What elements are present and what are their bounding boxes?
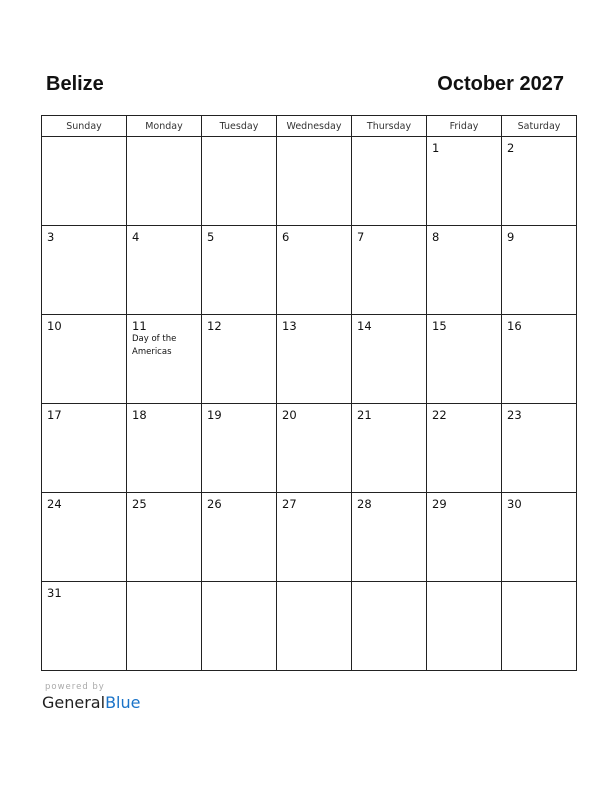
day-cell bbox=[427, 582, 502, 671]
day-number: 6 bbox=[282, 230, 290, 244]
day-number: 21 bbox=[357, 408, 372, 422]
day-number: 13 bbox=[282, 319, 297, 333]
day-cell bbox=[42, 137, 127, 226]
country-title: Belize bbox=[46, 73, 104, 95]
day-cell bbox=[277, 493, 352, 582]
day-number: 16 bbox=[507, 319, 522, 333]
week-row bbox=[42, 404, 577, 493]
day-cell bbox=[127, 226, 202, 315]
day-number: 14 bbox=[357, 319, 372, 333]
week-row bbox=[42, 137, 577, 226]
day-number: 7 bbox=[357, 230, 365, 244]
day-number: 20 bbox=[282, 408, 297, 422]
week-row bbox=[42, 226, 577, 315]
weekday-header-row bbox=[42, 116, 577, 137]
powered-by-label: powered by bbox=[45, 682, 105, 692]
day-cell bbox=[202, 315, 277, 404]
day-cell bbox=[42, 493, 127, 582]
day-cell bbox=[427, 315, 502, 404]
day-cell bbox=[42, 226, 127, 315]
day-number: 24 bbox=[47, 497, 62, 511]
weekday-header: Sunday bbox=[42, 116, 127, 137]
day-number: 22 bbox=[432, 408, 447, 422]
day-number: 11 bbox=[132, 319, 147, 333]
day-cell bbox=[502, 493, 577, 582]
day-cell bbox=[277, 582, 352, 671]
day-number: 23 bbox=[507, 408, 522, 422]
day-cell bbox=[202, 404, 277, 493]
weekday-header: Wednesday bbox=[277, 116, 352, 137]
day-cell bbox=[352, 404, 427, 493]
day-number: 12 bbox=[207, 319, 222, 333]
day-cell bbox=[277, 226, 352, 315]
weekday-header: Tuesday bbox=[202, 116, 277, 137]
day-cell bbox=[127, 137, 202, 226]
month-year-title: October 2027 bbox=[437, 73, 564, 95]
day-cell bbox=[127, 493, 202, 582]
day-number: 26 bbox=[207, 497, 222, 511]
day-number: 15 bbox=[432, 319, 447, 333]
day-cell bbox=[127, 404, 202, 493]
day-cell bbox=[352, 226, 427, 315]
calendar-grid bbox=[41, 115, 577, 671]
day-cell bbox=[502, 582, 577, 671]
day-cell bbox=[427, 493, 502, 582]
weekday-header: Saturday bbox=[502, 116, 577, 137]
logo-text-general: General bbox=[42, 693, 106, 712]
day-cell bbox=[202, 493, 277, 582]
day-number: 9 bbox=[507, 230, 515, 244]
day-cell bbox=[352, 493, 427, 582]
day-cell bbox=[502, 404, 577, 493]
generalblue-logo[interactable] bbox=[42, 693, 140, 713]
day-cell bbox=[277, 315, 352, 404]
day-cell bbox=[502, 137, 577, 226]
day-cell bbox=[277, 137, 352, 226]
day-number: 17 bbox=[47, 408, 62, 422]
day-cell bbox=[202, 226, 277, 315]
day-number: 8 bbox=[432, 230, 440, 244]
holiday-label: Day of the Americas bbox=[132, 334, 177, 357]
day-cell bbox=[202, 137, 277, 226]
day-cell bbox=[42, 582, 127, 671]
day-cell bbox=[202, 582, 277, 671]
weekday-header: Monday bbox=[127, 116, 202, 137]
day-cell bbox=[127, 582, 202, 671]
week-row bbox=[42, 315, 577, 404]
day-number: 29 bbox=[432, 497, 447, 511]
day-number: 5 bbox=[207, 230, 215, 244]
day-number: 1 bbox=[432, 141, 440, 155]
day-cell bbox=[427, 137, 502, 226]
week-row bbox=[42, 582, 577, 671]
day-number: 3 bbox=[47, 230, 55, 244]
day-cell bbox=[352, 137, 427, 226]
day-number: 19 bbox=[207, 408, 222, 422]
day-cell bbox=[502, 226, 577, 315]
day-cell bbox=[502, 315, 577, 404]
day-number: 4 bbox=[132, 230, 140, 244]
day-number: 31 bbox=[47, 586, 62, 600]
day-number: 2 bbox=[507, 141, 515, 155]
weekday-header: Friday bbox=[427, 116, 502, 137]
day-cell bbox=[352, 315, 427, 404]
day-number: 27 bbox=[282, 497, 297, 511]
week-row bbox=[42, 493, 577, 582]
day-number: 28 bbox=[357, 497, 372, 511]
day-cell bbox=[277, 404, 352, 493]
day-cell bbox=[427, 404, 502, 493]
day-cell bbox=[42, 404, 127, 493]
weekday-header: Thursday bbox=[352, 116, 427, 137]
day-number: 25 bbox=[132, 497, 147, 511]
day-cell bbox=[352, 582, 427, 671]
day-cell bbox=[42, 315, 127, 404]
day-cell bbox=[427, 226, 502, 315]
day-number: 18 bbox=[132, 408, 147, 422]
logo-text-blue: Blue bbox=[105, 693, 141, 712]
day-number: 10 bbox=[47, 319, 62, 333]
day-number: 30 bbox=[507, 497, 522, 511]
day-cell bbox=[127, 315, 202, 404]
